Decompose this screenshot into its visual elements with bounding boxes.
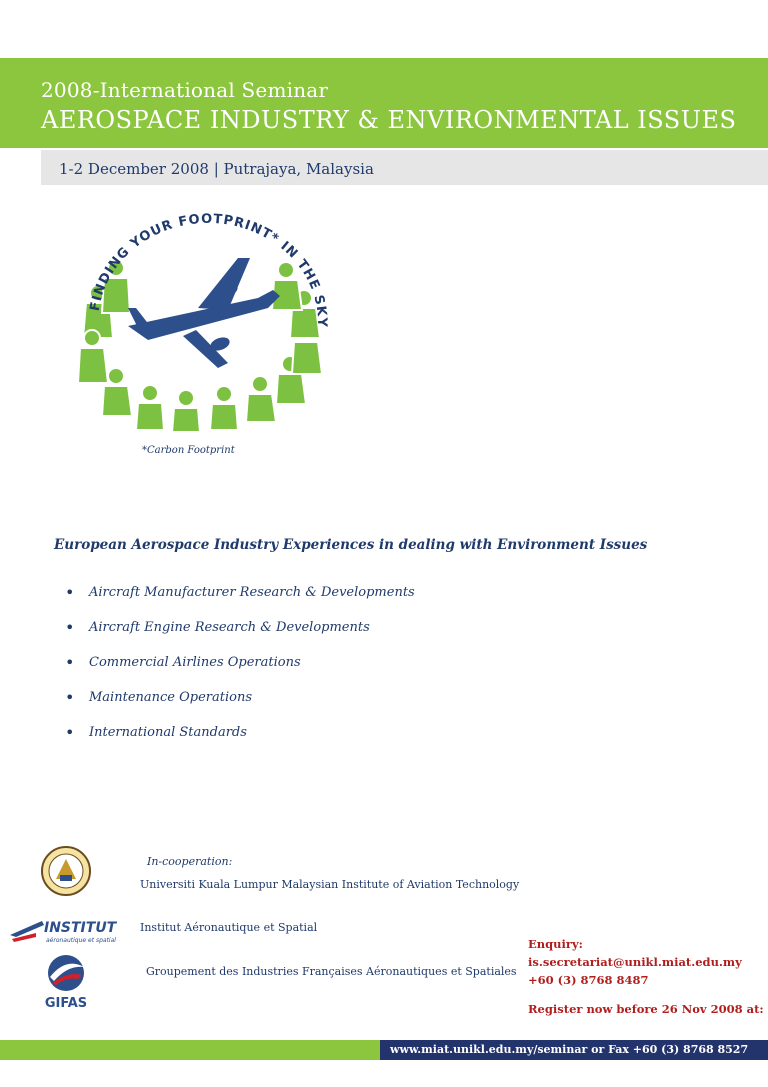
topic-list bbox=[60, 580, 415, 755]
seminar-title-line1: 2008-International Seminar bbox=[41, 78, 329, 102]
enquiry-label: Enquiry: bbox=[528, 937, 583, 951]
cooperation-label: In-cooperation: bbox=[147, 855, 233, 868]
list-item: • International Standards bbox=[60, 720, 415, 755]
enquiry-phone: +60 (3) 8768 8487 bbox=[528, 973, 649, 987]
unikl-emblem-icon bbox=[40, 845, 92, 897]
carbon-footnote: *Carbon Footprint bbox=[142, 445, 235, 456]
institut-wordmark: INSTITUT bbox=[44, 920, 117, 936]
register-deadline: Register now before 26 Nov 2008 at: bbox=[528, 1002, 764, 1016]
seminar-title-line2: AEROSPACE INDUSTRY & ENVIRONMENTAL ISSUES bbox=[41, 106, 737, 134]
date-location: 1-2 December 2008 | Putrajaya, Malaysia bbox=[59, 160, 374, 178]
institut-subtext: aéronautique et spatial bbox=[46, 937, 116, 944]
partner-name: Groupement des Industries Françaises Aéronautiques et Spatiales bbox=[146, 965, 517, 978]
footprint-logo bbox=[68, 198, 344, 434]
partner-name: Universiti Kuala Lumpur Malaysian Institute of Aviation Technology bbox=[140, 878, 520, 891]
logo-ring-text: FINDING YOUR FOOTPRINT* IN THE SKY bbox=[87, 211, 330, 328]
footer-web-fax[interactable]: www.miat.unikl.edu.my/seminar or Fax +60 (3) 8768 8527 bbox=[390, 1043, 749, 1056]
enquiry-block bbox=[528, 935, 742, 989]
section-subtitle: European Aerospace Industry Experiences in dealing with Environment Issues bbox=[54, 537, 648, 553]
institut-logo-icon bbox=[6, 913, 132, 951]
list-item: • Aircraft Engine Research & Developments bbox=[60, 615, 415, 650]
list-item: • Maintenance Operations bbox=[60, 685, 415, 720]
partner-name: Institut Aéronautique et Spatial bbox=[140, 921, 318, 934]
gifas-logo-icon bbox=[38, 953, 94, 1011]
list-item: • Commercial Airlines Operations bbox=[60, 650, 415, 685]
enquiry-email[interactable]: is.secretariat@unikl.miat.edu.my bbox=[528, 955, 742, 969]
header-band bbox=[0, 58, 768, 148]
list-item: • Aircraft Manufacturer Research & Developments bbox=[60, 580, 415, 615]
airplane-icon bbox=[128, 258, 280, 368]
gifas-wordmark: GIFAS bbox=[44, 996, 88, 1011]
